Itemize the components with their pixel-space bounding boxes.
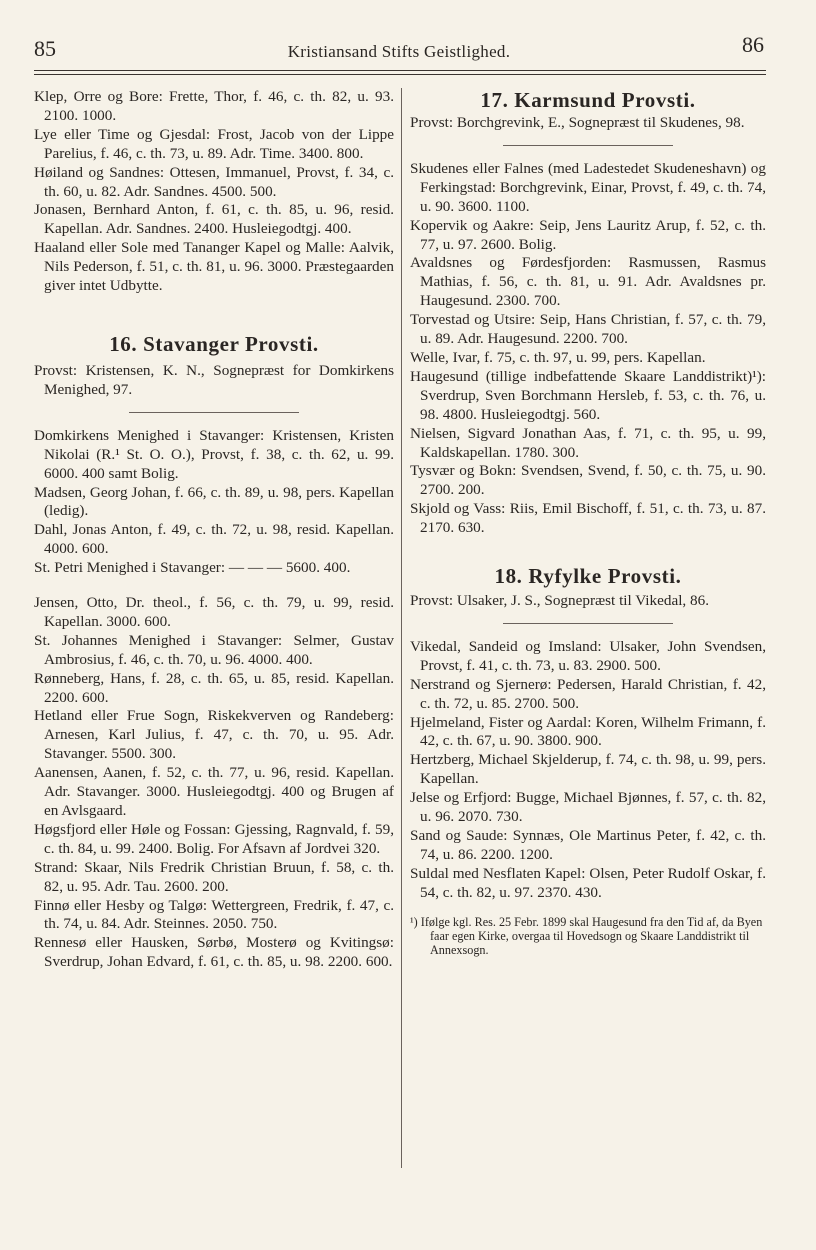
list-item: Jonasen, Bernhard Anton, f. 61, c. th. 85, u. 96, resid. Kapellan. Adr. Sandnes. 2400. Husleiegodtgj. 400. <box>34 201 394 238</box>
list-item: Nielsen, Sigvard Jonathan Aas, f. 71, c. th. 95, u. 99, Kaldskapellan. 1780. 300. <box>410 424 766 461</box>
column-divider <box>401 88 402 1168</box>
section-divider <box>503 145 673 146</box>
list-item: Aanensen, Aanen, f. 52, c. th. 77, u. 96, resid. Kapellan. Adr. Stavanger. 3000. Husleiegodtgj. 400 og Brugen af en Avlsgaard. <box>34 764 394 819</box>
list-item: Hertzberg, Michael Skjelderup, f. 74, c. th. 98, u. 99, pers. Kapellan. <box>410 751 766 788</box>
footnote: ¹) Ifølge kgl. Res. 25 Febr. 1899 skal Haugesund fra den Tid af, da Byen faar egen Kirke, overgaa til Hovedsogn og Skaare Landdistrikt til Annexsogn. <box>410 914 763 958</box>
list-item: Rennesø eller Hausken, Sørbø, Mosterø og Kvitingsø: Sverdrup, Johan Edvard, f. 61, c. th. 85, u. 98. 2200. 600. <box>34 934 394 971</box>
page-header <box>34 32 764 72</box>
list-item: Hetland eller Frue Sogn, Riskekverven og Randeberg: Arnesen, Karl Julius, f. 47, c. th. 70, u. 95. Adr. Stavanger. 5500. 300. <box>34 707 394 763</box>
list-item: Haugesund (tillige indbefattende Skaare Landdistrikt)¹): Sverdrup, Sven Borchmann Hersleb, f. 53, c. th. 76, u. 98. 4800. Husleiegodtgj. 560. <box>410 367 766 423</box>
section-divider <box>129 412 299 413</box>
list-item: Klep, Orre og Bore: Frette, Thor, f. 46, c. th. 82, u. 93. 2100. 1000. <box>34 88 394 124</box>
provst-line: Provst: Ulsaker, J. S., Sognepræst til Vikedal, 86. <box>410 592 709 610</box>
list-item: Skudenes eller Falnes (med Ladestedet Skudeneshavn) og Ferkingstad: Borchgrevink, Einar, Provst, f. 49, c. th. 74, u. 90. 3600. 1100. <box>410 159 766 215</box>
page-number-left: 85 <box>34 36 56 61</box>
list-item: Kopervik og Aakre: Seip, Jens Lauritz Arup, f. 52, c. th. 77, u. 97. 2600. Bolig. <box>410 216 766 253</box>
list-item: Lye eller Time og Gjesdal: Frost, Jacob von der Lippe Parelius, f. 46, c. th. 73, u. 89. Adr. Time. 3400. 800. <box>34 125 394 162</box>
section-heading: 18. Ryfylke Provsti. <box>494 564 682 589</box>
list-item: Strand: Skaar, Nils Fredrik Christian Bruun, f. 58, c. th. 82, u. 95. Adr. Tau. 2600. 200. <box>34 858 394 895</box>
list-item: Suldal med Nesflaten Kapel: Olsen, Peter Rudolf Oskar, f. 54, c. th. 82, u. 97. 2370. 430. <box>410 864 766 901</box>
list-item: St. Johannes Menighed i Stavanger: Selmer, Gustav Ambrosius, f. 46, c. th. 70, u. 96. 4000. 400. <box>34 631 394 668</box>
right-column <box>410 88 766 957</box>
left-column <box>34 88 394 972</box>
list-item: St. Petri Menighed i Stavanger: — — — 5600. 400. <box>34 559 351 577</box>
list-item: Skjold og Vass: Riis, Emil Bischoff, f. 51, c. th. 73, u. 87. 2170. 630. <box>410 500 766 537</box>
list-item: Nerstrand og Sjernerø: Pedersen, Harald Christian, f. 42, c. th. 72, u. 85. 2700. 500. <box>410 675 766 712</box>
page-title: Kristiansand Stifts Geistlighed. <box>287 42 511 61</box>
list-item: Torvestad og Utsire: Seip, Hans Christian, f. 57, c. th. 79, u. 89. Adr. Haugesund. 2200. 700. <box>410 311 766 348</box>
list-item: Rønneberg, Hans, f. 28, c. th. 65, u. 85, resid. Kapellan. 2200. 600. <box>34 669 394 706</box>
list-item: Finnø eller Hesby og Talgø: Wettergreen, Fredrik, f. 47, c. th. 74, u. 84. Adr. Steinnes. 2050. 750. <box>34 896 394 933</box>
section-heading: 16. Stavanger Provsti. <box>109 331 319 356</box>
list-item: Sand og Saude: Synnæs, Ole Martinus Peter, f. 42, c. th. 74, u. 86. 2200. 1200. <box>410 827 766 863</box>
list-item: Dahl, Jonas Anton, f. 49, c. th. 72, u. 98, resid. Kapellan. 4000. 600. <box>34 521 394 558</box>
header-rule <box>34 70 766 71</box>
list-item: Avaldsnes og Førdesfjorden: Rasmussen, Rasmus Mathias, f. 56, c. th. 81, u. 91. Adr. Avaldsnes pr. Haugesund. 2300. 700. <box>410 254 766 310</box>
list-item: Madsen, Georg Johan, f. 66, c. th. 89, u. 98, pers. Kapellan (ledig). <box>34 483 394 520</box>
section-divider <box>503 623 673 624</box>
header-rule-thin <box>34 74 766 75</box>
list-item: Haaland eller Sole med Tananger Kapel og Malle: Aalvik, Nils Pederson, f. 51, c. th. 81, u. 96. 3000. Præstegaarden giver intet Udbytte. <box>34 239 394 295</box>
list-item: Jelse og Erfjord: Bugge, Michael Bjønnes, f. 57, c. th. 82, u. 96. 2070. 730. <box>410 789 766 826</box>
list-item: Hjelmeland, Fister og Aardal: Koren, Wilhelm Frimann, f. 42, c. th. 67, u. 90. 3800. 900. <box>410 713 766 750</box>
list-item: Jensen, Otto, Dr. theol., f. 56, c. th. 79, u. 99, resid. Kapellan. 3000. 600. <box>34 594 394 630</box>
page-number-right: 86 <box>742 32 764 57</box>
provst-line: Provst: Kristensen, K. N., Sognepræst for Domkirkens Menighed, 97. <box>34 361 394 398</box>
list-item: Tysvær og Bokn: Svendsen, Svend, f. 50, c. th. 75, u. 90. 2700. 200. <box>410 462 766 499</box>
provst-line: Provst: Borchgrevink, E., Sognepræst til Skudenes, 98. <box>410 114 745 131</box>
list-item: Høgsfjord eller Høle og Fossan: Gjessing, Ragnvald, f. 59, c. th. 84, u. 99. 2400. Bolig. For Afsavn af Jordvei 320. <box>34 820 394 857</box>
list-item: Høiland og Sandnes: Ottesen, Immanuel, Provst, f. 34, c. th. 60, u. 82. Adr. Sandnes. 4500. 500. <box>34 163 394 200</box>
section-heading: 17. Karmsund Provsti. <box>480 88 696 112</box>
list-item: Vikedal, Sandeid og Imsland: Ulsaker, John Svendsen, Provst, f. 41, c. th. 73, u. 83. 2900. 500. <box>410 637 766 674</box>
list-item: Welle, Ivar, f. 75, c. th. 97, u. 99, pers. Kapellan. <box>410 348 706 366</box>
list-item: Domkirkens Menighed i Stavanger: Kristensen, Kristen Nikolai (R.¹ St. O. O.), Provst, f. 38, c. th. 62, u. 99. 6000. 400 samt Bolig. <box>34 426 394 482</box>
